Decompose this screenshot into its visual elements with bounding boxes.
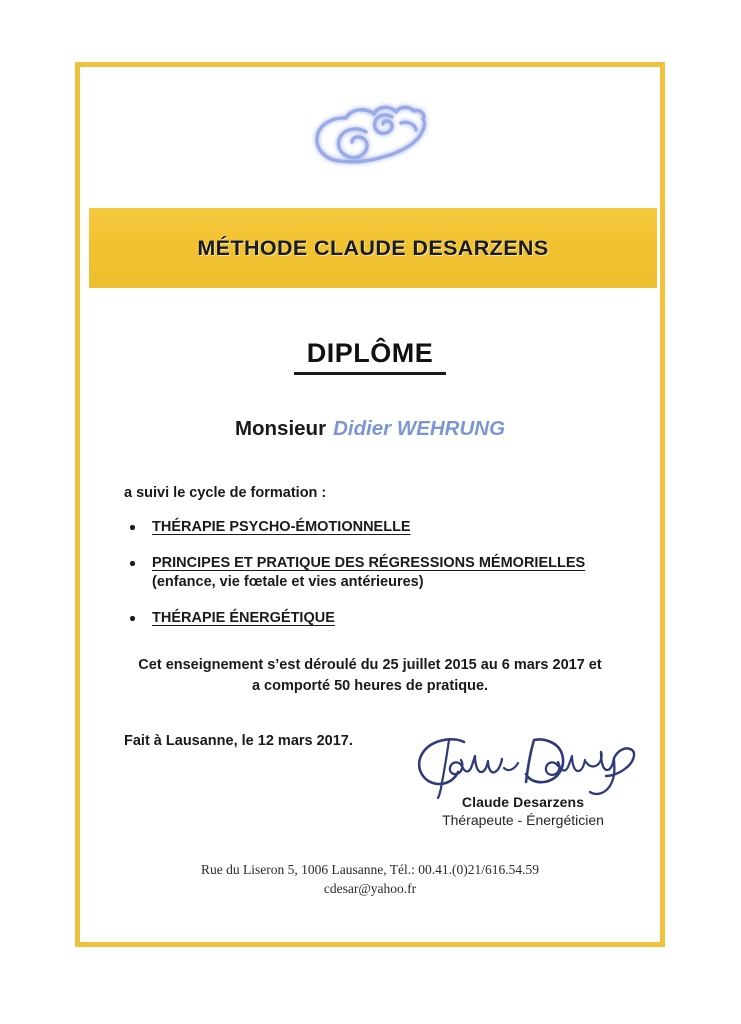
- contact-email: cdesar@yahoo.fr: [323, 880, 417, 896]
- course-subtitle: (enfance, vie fœtale et vies antérieures): [152, 574, 424, 591]
- list-item: [124, 609, 628, 628]
- list-item: [124, 518, 628, 537]
- cloud-swirl-icon: [304, 97, 436, 175]
- contact-address: Rue du Liseron 5, 1006 Lausanne, Tél.: 00.41.(0)21/616.54.59: [201, 861, 539, 877]
- contact-footer: [80, 860, 660, 898]
- brand-banner: [89, 208, 657, 288]
- course-title: PRINCIPES ET PRATIQUE DES RÉGRESSIONS MÉMORIELLES: [152, 555, 586, 572]
- certificate-body: [80, 296, 660, 749]
- signatory-name: Claude Desarzens: [461, 794, 585, 810]
- certificate-frame: [75, 62, 665, 947]
- page-title: DIPLÔME: [306, 338, 434, 368]
- brand-banner-title: MÉTHODE CLAUDE DESARZENS: [197, 235, 549, 260]
- signatory-role: Thérapeute - Énergéticien: [442, 812, 604, 828]
- duration-statement: Cet enseignement s’est déroulé du 25 juillet 2015 au 6 mars 2017 et a comporté 50 heures de pratique.: [138, 656, 602, 694]
- place-date-line: Fait à Lausanne, le 12 mars 2017.: [124, 732, 353, 749]
- program-list: [112, 518, 628, 629]
- program-intro: a suivi le cycle de formation :: [124, 485, 327, 501]
- list-item: [124, 554, 628, 592]
- recipient-line: [112, 417, 628, 441]
- course-title: THÉRAPIE PSYCHO-ÉMOTIONNELLE: [152, 519, 411, 535]
- signature-block: [398, 732, 648, 828]
- page-title-underline: [294, 372, 446, 375]
- logo-zone: [80, 67, 660, 205]
- handwritten-signature-icon: [408, 732, 638, 800]
- recipient-name: Didier WEHRUNG: [333, 417, 506, 440]
- course-title: THÉRAPIE ÉNERGÉTIQUE: [152, 610, 335, 627]
- recipient-salutation: Monsieur: [234, 417, 327, 440]
